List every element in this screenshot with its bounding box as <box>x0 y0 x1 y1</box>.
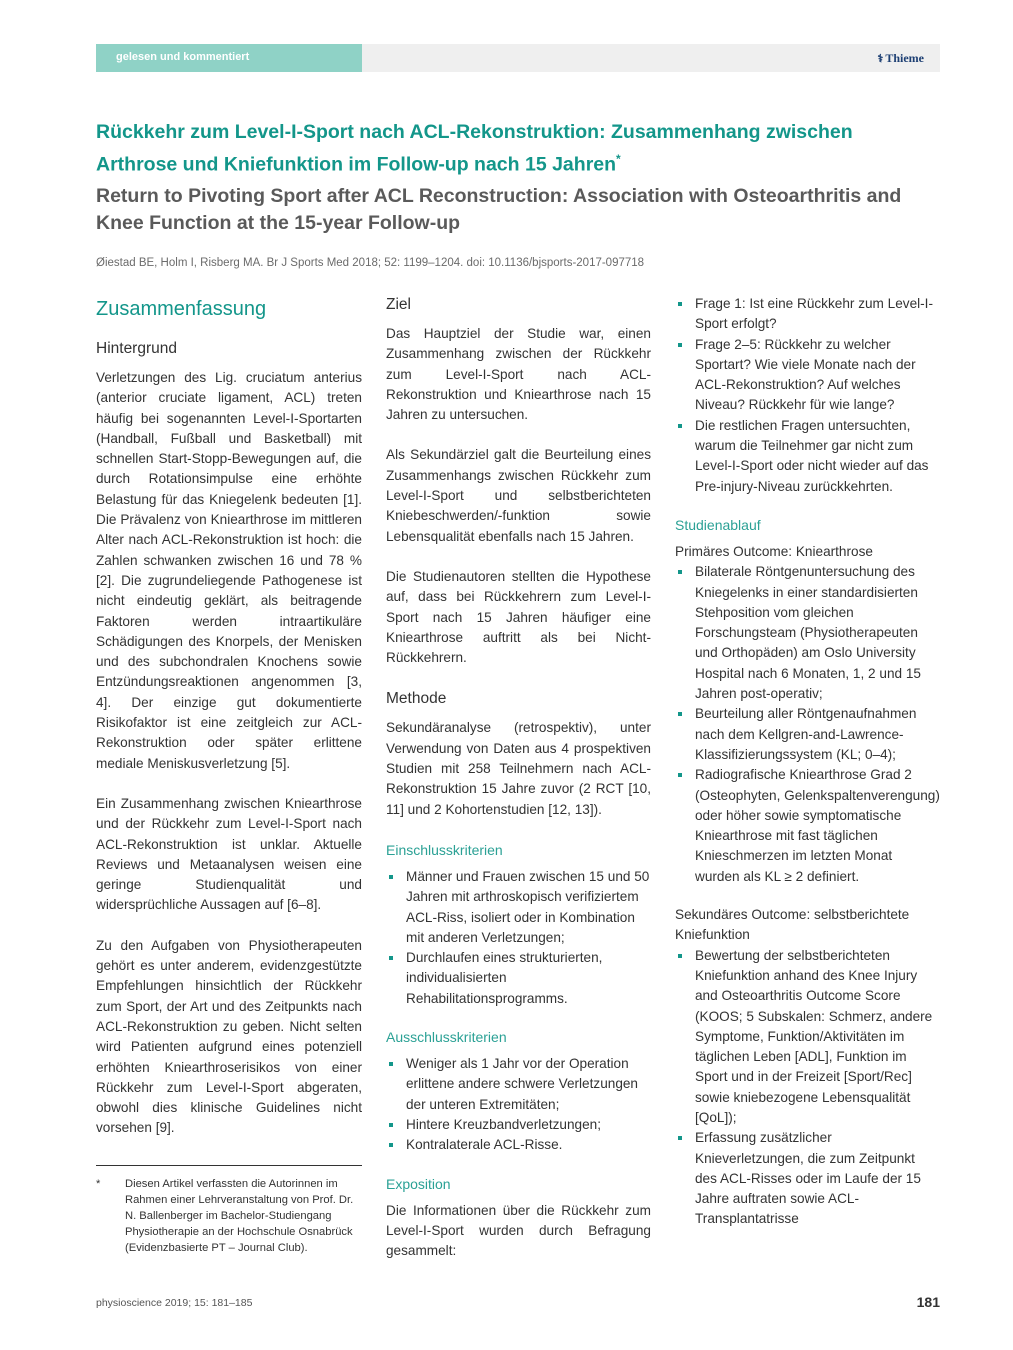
inclusion-heading: Einschlusskriterien <box>386 841 503 858</box>
list-item: Weniger als 1 Jahr vor der Operation erlittene andere schwere Verletzungen der unteren Extremitäten; <box>386 1054 651 1115</box>
column-3 <box>675 294 940 1248</box>
title-footnote-mark: * <box>616 152 621 166</box>
list-item: Radiografische Kniearthrose Grad 2 (Osteophyten, Gelenkspaltenverengung) oder höher sowie symptomatische Kniearthrose mit fast täglichen Knieschmerzen im letzten Monat wurden als KL ≥ 2 definiert. <box>675 765 940 887</box>
secondary-outcome-label: Sekundäres Outcome: selbstberichtete Kniefunktion <box>675 907 910 943</box>
bullet-icon <box>678 570 682 574</box>
inclusion-list <box>386 867 651 1009</box>
column-1 <box>96 294 362 1159</box>
aim-heading: Ziel <box>386 296 411 313</box>
page-number: 181 <box>916 1294 940 1310</box>
exposition-heading: Exposition <box>386 1175 451 1192</box>
exclusion-heading: Ausschlusskriterien <box>386 1029 507 1046</box>
publisher-name: Thieme <box>885 51 924 65</box>
bullet-icon <box>678 302 682 306</box>
list-item: Frage 1: Ist eine Rückkehr zum Level-I-Sport erfolgt? <box>675 294 940 335</box>
bullet-icon <box>678 773 682 777</box>
question-list <box>675 294 940 497</box>
abstract-heading: Zusammenfassung <box>96 298 267 320</box>
footnote <box>96 1176 362 1256</box>
bullet-icon <box>678 954 682 958</box>
bullet-icon <box>678 343 682 347</box>
list-item: Beurteilung aller Röntgenaufnahmen nach dem Kellgren-and-Lawrence-Klassifizierungssystem (KL; 0–4); <box>675 704 940 765</box>
list-item: Bewertung der selbstberichteten Kniefunktion anhand des Knee Injury and Osteoarthritis Outcome Score (KOOS; 5 Subskalen: Schmerz, andere Symptome, Funktion/Aktivitäten im täglichen Leben [ADL], Funktion im Sport und in der Freizeit [Sport/Rec] sowie kniebezogene Lebensqualität [QoL]); <box>675 946 940 1129</box>
section-tag: gelesen und kommentiert <box>96 44 362 72</box>
background-paragraph: Ein Zusammenhang zwischen Kniearthrose und der Rückkehr zum Level-I-Sport nach ACL-Rekonstruktion ist unklar. Aktuelle Reviews und Metaanalysen weisen eine geringe Studienqualität und widersprüchliche Aussagen auf [6–8]. <box>96 795 362 913</box>
primary-outcome-list <box>675 562 940 887</box>
bullet-icon <box>389 1123 393 1127</box>
aim-paragraph: Als Sekundärziel galt die Beurteilung eines Zusammenhangs zwischen Rückkehr zum Level-I-Sport und selbstberichteten Kniebeschwerden/-funktion sowie Lebensqualität ebenfalls nach 15 Jahren. <box>386 447 651 544</box>
background-paragraph: Zu den Aufgaben von Physiotherapeuten gehört es unter anderem, evidenzgestützte Empfehlungen hinsichtlich der Rückkehr zum Sport, der Art und des Zeitpunkts nach ACL-Rekonstruktion zu geben. Nicht selten wird Patienten aufgrund eines potenziell erhöhten Kniearthroserisikos von einer Rückkehr zum Level-I-Sport abgeraten, obwohl dies klinische Guidelines nicht vorsehen [9]. <box>96 937 362 1136</box>
list-item: Bilaterale Röntgenuntersuchung des Kniegelenks in einer standardisierten Stehposition vom gleichen Forschungsteam (Physiotherapeuten und Orthopäden) am Oslo University Hospital nach 6 Monaten, 1, 2 und 15 Jahren post-operativ; <box>675 562 940 704</box>
list-item: Frage 2–5: Rückkehr zu welcher Sportart? Wie viele Monate nach der ACL-Rekonstruktion? Auf welches Niveau? Rückkehr für wie lange? <box>675 335 940 416</box>
list-item: Männer und Frauen zwischen 15 und 50 Jahren mit arthroskopisch verifiziertem ACL-Riss, isoliert oder in Kombination mit anderen Verletzungen; <box>386 867 651 948</box>
exclusion-list <box>386 1054 651 1155</box>
title-german <box>96 119 936 179</box>
footnote-text: Diesen Artikel verfassten die Autorinnen im Rahmen einer Lehrveranstaltung von Prof. Dr. N. Ballenberger im Bachelor-Studiengang Physiotherapie an der Hochschule Osnabrück (Evidenzbasierte PT – Journal Club). <box>125 1178 354 1254</box>
list-item: Erfassung zusätzlicher Knieverletzungen, die zum Zeitpunkt des ACL-Risses oder im Laufe der 15 Jahre auftraten sowie ACL-Transplantatrisse <box>675 1128 940 1229</box>
list-item: Hintere Kreuzbandverletzungen; <box>386 1115 651 1135</box>
thieme-logo-icon: ⚕ <box>877 53 884 65</box>
background-heading: Hintergrund <box>96 340 177 357</box>
exposition-paragraph: Die Informationen über die Rückkehr zum Level-I-Sport wurden durch Befragung gesammelt: <box>386 1202 651 1259</box>
bullet-icon <box>389 1062 393 1066</box>
list-item: Kontralaterale ACL-Risse. <box>386 1135 651 1155</box>
bullet-icon <box>389 1143 393 1147</box>
list-item: Die restlichen Fragen untersuchten, warum die Teilnehmer gar nicht zum Level-I-Sport oder nicht wieder auf das Pre-injury-Niveau zurückkehrten. <box>675 416 940 497</box>
aim-paragraph: Das Hauptziel der Studie war, einen Zusammenhang zwischen der Rückkehr zum Level-I-Sport nach ACL-Rekonstruktion und Kniearthrose nach 15 Jahren zu untersuchen. <box>386 326 651 423</box>
journal-reference: physioscience 2019; 15: 181–185 <box>96 1297 253 1309</box>
bullet-icon <box>678 1136 682 1140</box>
study-procedure-heading: Studienablauf <box>675 516 761 533</box>
column-2 <box>386 294 651 1281</box>
publisher-logo <box>877 44 924 72</box>
footnote-mark: * <box>96 1178 101 1190</box>
background-paragraph: Verletzungen des Lig. cruciatum anterius (anterior cruciate ligament, ACL) treten häufig bei sogenannten Level-I-Sportarten (Handball, Fußball und Basketball) mit schnellen Start-Stopp-Bewegungen auf, die durch Rotationsimpulse eine erhöhte Belastung für das Kniegelenk bedeuten [1]. Die Prävalenz von Kniearthrose im mittleren Alter nach ACL-Rekonstruktion ist hoch: die Zahlen schwanken zwischen 16 und 78 % [2]. Die zugrundeliegende Pathogenese ist nicht eindeutig geklärt, als beitragende Faktoren werden intraartikuläre Schädigungen des Knorpels, der Menisken und des subchondralen Knochens sowie Entzündungsreaktionen angenommen [3, 4]. Der einzige gut dokumentierte Risikofaktor ist eine zeitgleich zur ACL-Rekonstruktion oder später erlittene mediale Meniskusverletzung [5]. <box>96 370 362 771</box>
secondary-outcome-list <box>675 946 940 1230</box>
aim-paragraph: Die Studienautoren stellten die Hypothese auf, dass bei Rückkehrern zum Level-I-Sport nach 15 Jahren häufiger eine Kniearthrose auftritt als bei Nicht-Rückkehrern. <box>386 568 651 666</box>
bullet-icon <box>678 424 682 428</box>
list-item: Durchlaufen eines strukturierten, individualisierten Rehabilitationsprogramms. <box>386 948 651 1009</box>
bullet-icon <box>678 712 682 716</box>
footnote-divider <box>96 1165 362 1166</box>
bullet-icon <box>389 956 393 960</box>
method-paragraph: Sekundäranalyse (retrospektiv), unter Verwendung von Daten aus 4 prospektiven Studien mit 258 Teilnehmern nach ACL-Rekonstruktion 15 Jahre zuvor (2 RCT [10, 11] und 2 Kohortenstudien [12, 13]). <box>386 720 651 817</box>
header-bar <box>96 44 940 72</box>
method-heading: Methode <box>386 690 447 708</box>
primary-outcome-label: Primäres Outcome: Kniearthrose <box>675 543 873 559</box>
title-german-text: Rückkehr zum Level-I-Sport nach ACL-Rekonstruktion: Zusammenhang zwischen Arthrose und Kniefunktion im Follow-up nach 15 Jahren <box>96 121 853 176</box>
citation: Øiestad BE, Holm I, Risberg MA. Br J Sports Med 2018; 52: 1199–1204. doi: 10.1136/bjsports-2017-097718 <box>96 257 645 269</box>
title-english: Return to Pivoting Sport after ACL Reconstruction: Association with Osteoarthritis and Knee Function at the 15-year Follow-up <box>96 185 902 234</box>
bullet-icon <box>389 875 393 879</box>
